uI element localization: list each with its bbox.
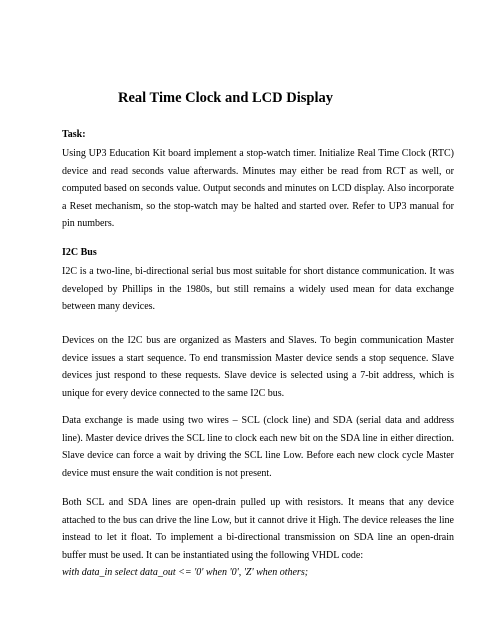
i2c-masters-slaves xyxy=(62,332,454,402)
task-section xyxy=(62,128,454,233)
page-title: Real Time Clock and LCD Display xyxy=(118,90,333,106)
i2c-paragraph-masters-slaves: Devices on the I2C bus are organized as Masters and Slaves. To begin communication Master device issues a start sequence. To end transmission Master device sends a stop sequence. Slave devices just respond to these requests. Slave device is selected using a 7-bit address, which is unique for every device connected to the same I2C bus. xyxy=(62,335,454,399)
i2c-section xyxy=(62,246,454,316)
i2c-paragraph-open-drain: Both SCL and SDA lines are open-drain pulled up with resistors. It means that any device attached to the bus can drive the line Low, but it cannot drive it High. The device releases the line instead to let it float. To implement a bi-directional transmission on SDA line an open-drain buffer must be used. It can be instantiated using the following VHDL code: xyxy=(62,497,454,561)
i2c-open-drain xyxy=(62,494,454,582)
i2c-paragraph-intro: I2C is a two-line, bi-directional serial bus most suitable for short distance communication. It was developed by Phillips in the 1980s, but still remains a widely used mean for data exchange between many devices. xyxy=(62,266,454,313)
i2c-data-exchange xyxy=(62,412,454,482)
i2c-heading: I2C Bus xyxy=(62,247,97,258)
task-paragraph: Using UP3 Education Kit board implement a stop-watch timer. Initialize Real Time Clock (RTC) device and read seconds value afterwards. Minutes may either be read from RCT as well, or computed based on seconds value. Output seconds and minutes on LCD display. Also incorporate a Reset mechanism, so the stop-watch may be halted and started over. Refer to UP3 manual for pin numbers. xyxy=(62,148,454,230)
vhdl-code-line: with data_in select data_out <= '0' when '0', 'Z' when others; xyxy=(62,567,309,579)
task-heading: Task: xyxy=(62,129,86,140)
i2c-paragraph-data-exchange: Data exchange is made using two wires – SCL (clock line) and SDA (serial data and address line). Master device drives the SCL line to clock each new bit on the SDA line in either direction. Slave device can force a wait by driving the SCL line Low. Before each new clock cycle Master device must ensure the wait condition is not present. xyxy=(62,415,454,479)
